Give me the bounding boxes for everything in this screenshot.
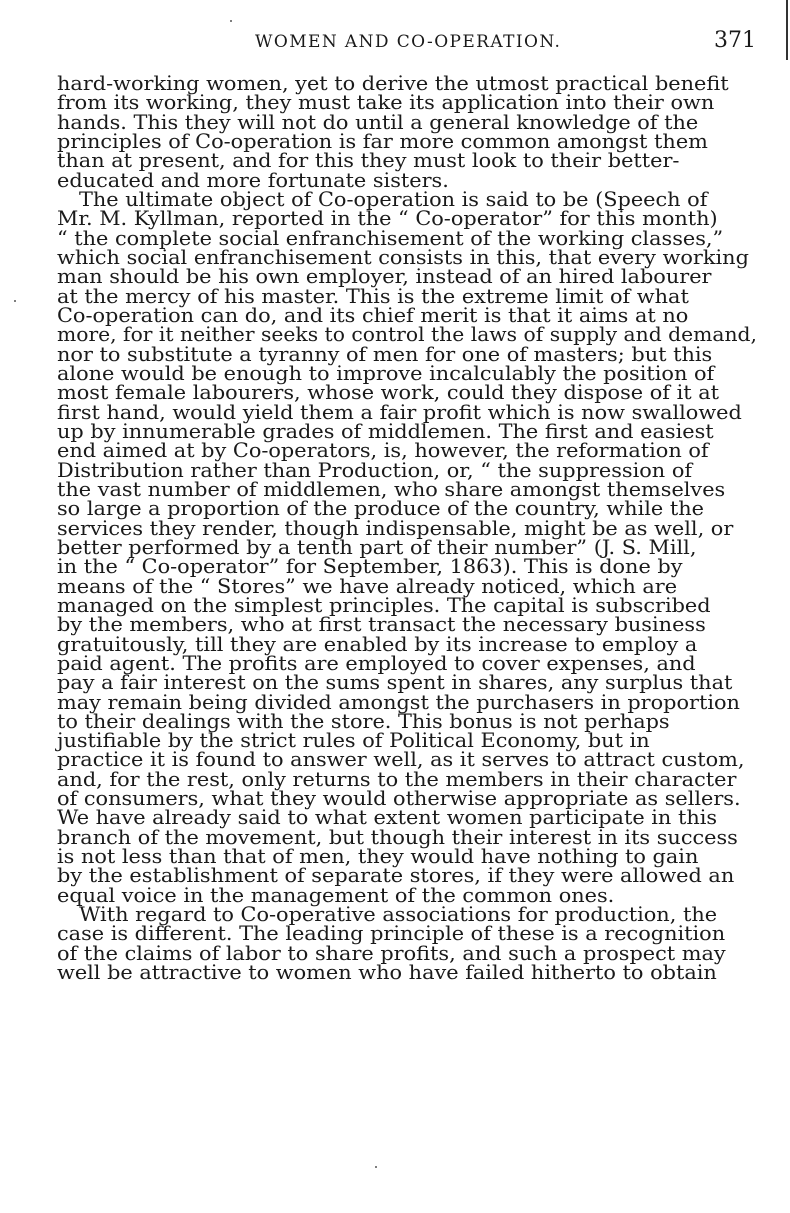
text-line: hands. This they will not do until a general knowledge of the [57, 110, 699, 134]
running-title: WOMEN AND CO-OPERATION. [255, 32, 562, 52]
speck-mark [230, 20, 232, 22]
text-line: justifiable by the strict rules of Political Economy, but in [57, 729, 650, 753]
text-line: than at present, and for this they must look to their better- [57, 149, 680, 173]
text-line: of consumers, what they would otherwise appropriate as sellers. [57, 787, 741, 811]
text-line: well be attractive to women who have failed hitherto to obtain [57, 961, 717, 985]
text-line: nor to substitute a tyranny of men for one of masters; but this [57, 342, 713, 366]
text-line: which social enfranchisement consists in this, that every working [57, 245, 749, 269]
text-line: of the claims of labor to share profits, and such a prospect may [57, 941, 726, 965]
text-line: principles of Co-operation is far more common amongst them [57, 129, 708, 153]
text-line: and, for the rest, only returns to the members in their character [57, 767, 737, 791]
page-edge-rule [786, 0, 788, 60]
text-line: so large a proportion of the produce of the country, while the [57, 497, 704, 521]
text-line: up by innumerable grades of middlemen. The first and easiest [57, 419, 714, 443]
text-line: gratuitously, till they are enabled by its increase to employ a [57, 632, 698, 656]
text-line: better performed by a tenth part of their number” (J. S. Mill, [57, 535, 697, 559]
text-line: paid agent. The profits are employed to cover expenses, and [57, 651, 696, 675]
text-line: may remain being divided amongst the purchasers in proportion [57, 690, 740, 714]
speck-mark [14, 300, 16, 302]
text-line: The ultimate object of Co-operation is said to be (Speech of [79, 187, 708, 211]
body-text [57, 72, 757, 985]
text-line: alone would be enough to improve incalculably the position of [57, 361, 715, 385]
text-line: man should be his own employer, instead of an hired labourer [57, 265, 712, 289]
text-line: by the members, who at first transact the necessary business [57, 613, 706, 637]
speck-mark [375, 1166, 377, 1168]
text-line: the vast number of middlemen, who share amongst themselves [57, 477, 726, 501]
text-line: pay a fair interest on the sums spent in shares, any surplus that [57, 671, 733, 695]
text-line: more, for it neither seeks to control the laws of supply and demand, [57, 323, 757, 347]
text-line: from its working, they must take its application into their own [57, 91, 715, 115]
text-line: case is different. The leading principle of these is a recognition [57, 922, 726, 946]
text-line: equal voice in the management of the common ones. [57, 883, 615, 907]
text-line: Co-operation can do, and its chief merit is that it aims at no [57, 303, 689, 327]
text-line: “ the complete social enfranchisement of the working classes,” [57, 226, 724, 250]
text-line: With regard to Co-operative associations for production, the [79, 903, 718, 927]
running-head [0, 28, 790, 58]
text-line: to their dealings with the store. This bonus is not perhaps [57, 709, 670, 733]
text-line: most female labourers, whose work, could they dispose of it at [57, 381, 720, 405]
text-line: end aimed at by Co-operators, is, however, the reformation of [57, 439, 709, 463]
text-line: Distribution rather than Production, or, “ the suppression of [57, 458, 693, 482]
text-line: practice it is found to answer well, as it serves to attract custom, [57, 748, 745, 772]
text-line: first hand, would yield them a fair profit which is now swallowed [57, 400, 742, 424]
text-line: Mr. M. Kyllman, reported in the “ Co-operator” for this month) [57, 207, 718, 231]
text-line: We have already said to what extent women participate in this [57, 806, 718, 830]
text-line: at the mercy of his master. This is the extreme limit of what [57, 284, 689, 308]
page-number: 371 [714, 28, 756, 53]
text-line: is not less than that of men, they would have nothing to gain [57, 845, 699, 869]
text-line: branch of the movement, but though their interest in its success [57, 825, 738, 849]
text-line: services they render, though indispensable, might be as well, or [57, 516, 734, 540]
text-line: hard-working women, yet to derive the utmost practical benefit [57, 72, 729, 95]
text-line: managed on the simplest principles. The capital is subscribed [57, 593, 711, 617]
text-line: means of the “ Stores” we have already noticed, which are [57, 574, 678, 598]
text-line: by the establishment of separate stores, if they were allowed an [57, 864, 735, 888]
text-line: educated and more fortunate sisters. [57, 168, 449, 192]
text-line: in the “ Co-operator” for September, 1863). This is done by [57, 555, 683, 579]
